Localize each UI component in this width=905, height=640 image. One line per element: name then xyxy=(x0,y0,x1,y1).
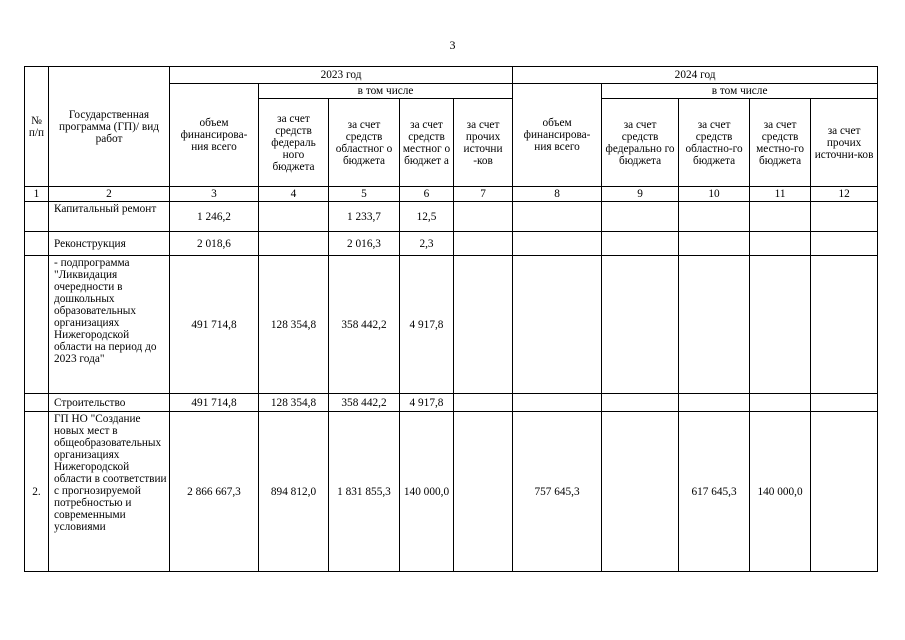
row-number xyxy=(25,394,49,412)
row-name: Реконструкция xyxy=(49,232,170,256)
financing-table xyxy=(24,66,878,572)
table-row xyxy=(25,202,878,232)
value-cell: 128 354,8 xyxy=(259,256,329,394)
value-cell: 12,5 xyxy=(400,202,454,232)
table-row xyxy=(25,394,878,412)
value-cell: 358 442,2 xyxy=(329,256,400,394)
value-cell xyxy=(602,412,679,572)
h2023-other: за счет прочих источни -ков xyxy=(454,99,513,187)
value-cell xyxy=(602,256,679,394)
value-cell xyxy=(679,394,750,412)
h2023-federal: за счет средств федераль ного бюджета xyxy=(259,99,329,187)
col-num-cell: 9 xyxy=(602,187,679,202)
col-num-cell: 3 xyxy=(170,187,259,202)
value-cell xyxy=(602,394,679,412)
col-num-cell: 11 xyxy=(750,187,811,202)
value-cell xyxy=(513,202,602,232)
col-num-cell: 4 xyxy=(259,187,329,202)
value-cell: 1 831 855,3 xyxy=(329,412,400,572)
table-row xyxy=(25,412,878,572)
h2024-total: объем финансирова-ния всего xyxy=(513,84,602,187)
value-cell: 617 645,3 xyxy=(679,412,750,572)
h2023-total: объем финансирова-ния всего xyxy=(170,84,259,187)
col-program-header: Государственная программа (ГП)/ вид работ xyxy=(49,67,170,187)
col-num-cell: 5 xyxy=(329,187,400,202)
value-cell: 4 917,8 xyxy=(400,256,454,394)
col-number-header: № п/п xyxy=(25,67,49,187)
row-number xyxy=(25,202,49,232)
row-name: - подпрограмма "Ликвидация очередности в дошкольных образовательных организациях Нижегородской области на период до 2023 года" xyxy=(49,256,170,394)
value-cell xyxy=(811,256,878,394)
h2023-regional: за счет средств областног о бюджета xyxy=(329,99,400,187)
value-cell xyxy=(513,232,602,256)
row-name: Капитальный ремонт xyxy=(49,202,170,232)
value-cell xyxy=(679,232,750,256)
table-row xyxy=(25,256,878,394)
value-cell xyxy=(454,232,513,256)
value-cell xyxy=(513,256,602,394)
value-cell xyxy=(750,232,811,256)
header-row-years xyxy=(25,67,878,84)
value-cell: 2,3 xyxy=(400,232,454,256)
value-cell: 894 812,0 xyxy=(259,412,329,572)
value-cell xyxy=(602,232,679,256)
value-cell: 2 016,3 xyxy=(329,232,400,256)
value-cell xyxy=(750,256,811,394)
value-cell xyxy=(454,256,513,394)
value-cell xyxy=(454,202,513,232)
value-cell xyxy=(513,394,602,412)
column-numbers-row xyxy=(25,187,878,202)
col-num-cell: 8 xyxy=(513,187,602,202)
value-cell xyxy=(811,394,878,412)
value-cell: 4 917,8 xyxy=(400,394,454,412)
row-name: Строительство xyxy=(49,394,170,412)
value-cell: 358 442,2 xyxy=(329,394,400,412)
value-cell: 491 714,8 xyxy=(170,256,259,394)
value-cell xyxy=(259,232,329,256)
h2024-regional: за счет средств областно-го бюджета xyxy=(679,99,750,187)
h2024-federal: за счет средств федерально го бюджета xyxy=(602,99,679,187)
col-num-cell: 12 xyxy=(811,187,878,202)
year-2023-header: 2023 год xyxy=(170,67,513,84)
h2023-local: за счет средств местног о бюджет а xyxy=(400,99,454,187)
year-2024-header: 2024 год xyxy=(513,67,878,84)
value-cell xyxy=(750,202,811,232)
table-row xyxy=(25,232,878,256)
col-num-cell: 7 xyxy=(454,187,513,202)
value-cell: 1 246,2 xyxy=(170,202,259,232)
value-cell: 140 000,0 xyxy=(400,412,454,572)
value-cell: 140 000,0 xyxy=(750,412,811,572)
value-cell xyxy=(454,412,513,572)
including-2023: в том числе xyxy=(259,84,513,99)
col-num-cell: 2 xyxy=(49,187,170,202)
h2024-other: за счет прочих источни-ков xyxy=(811,99,878,187)
col-num-cell: 1 xyxy=(25,187,49,202)
value-cell xyxy=(679,202,750,232)
value-cell xyxy=(811,202,878,232)
value-cell xyxy=(454,394,513,412)
value-cell: 2 866 667,3 xyxy=(170,412,259,572)
value-cell xyxy=(811,412,878,572)
value-cell: 757 645,3 xyxy=(513,412,602,572)
col-num-cell: 10 xyxy=(679,187,750,202)
value-cell xyxy=(750,394,811,412)
col-num-cell: 6 xyxy=(400,187,454,202)
value-cell: 1 233,7 xyxy=(329,202,400,232)
value-cell: 128 354,8 xyxy=(259,394,329,412)
value-cell: 491 714,8 xyxy=(170,394,259,412)
value-cell xyxy=(259,202,329,232)
value-cell xyxy=(679,256,750,394)
row-name: ГП НО "Создание новых мест в общеобразовательных организациях Нижегородской области в соответствии с прогнозируемой потребностью и современными условиями xyxy=(49,412,170,572)
row-number xyxy=(25,232,49,256)
page-number: 3 xyxy=(449,38,456,52)
value-cell xyxy=(811,232,878,256)
h2024-local: за счет средств местно-го бюджета xyxy=(750,99,811,187)
row-number: 2. xyxy=(25,412,49,572)
value-cell xyxy=(602,202,679,232)
including-2024: в том числе xyxy=(602,84,878,99)
value-cell: 2 018,6 xyxy=(170,232,259,256)
row-number xyxy=(25,256,49,394)
